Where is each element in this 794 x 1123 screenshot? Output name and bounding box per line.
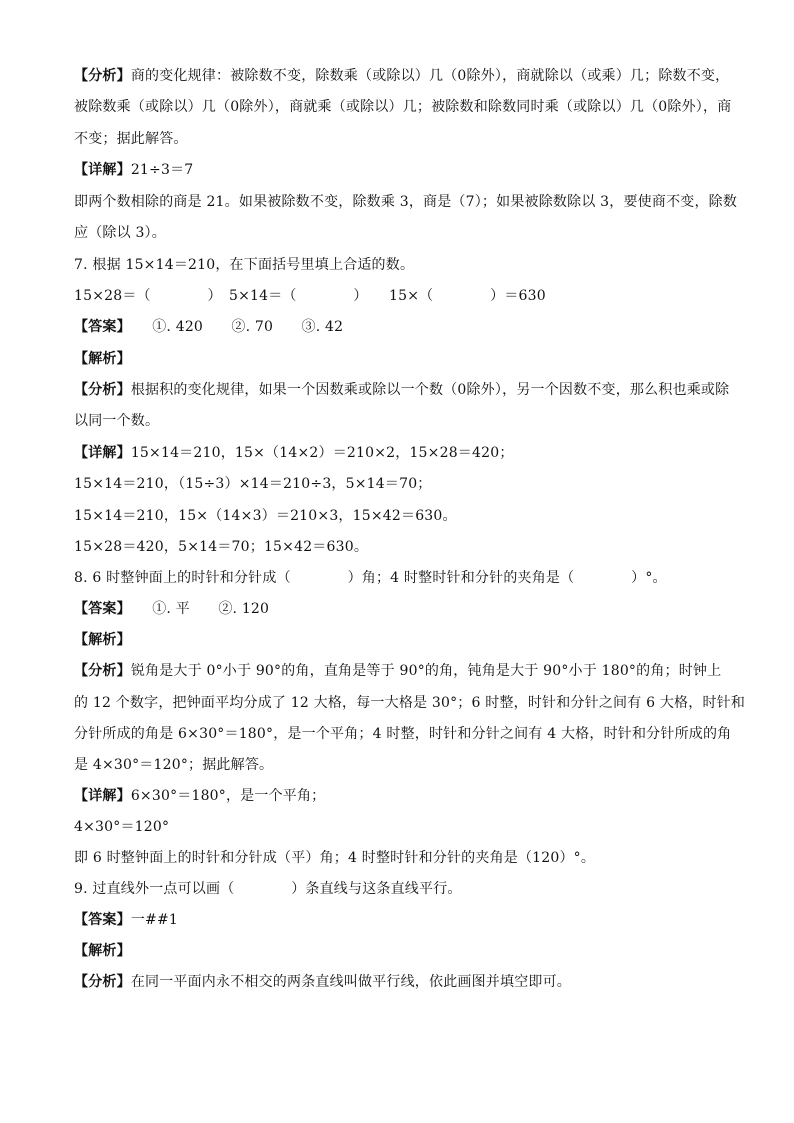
text-line: [74, 412, 159, 430]
line-text: 不变；据此解答。: [74, 131, 188, 147]
line-text: 15×28＝（ ） 5×14＝（ ） 15×（ ）＝630: [74, 288, 546, 304]
text-line: [74, 507, 457, 525]
section-tag: 【详解】: [74, 788, 131, 804]
text-line: [74, 787, 325, 805]
text-line: [74, 381, 729, 399]
line-text: 分针所成的角是 6×30°＝180°，是一个平角；4 时整，时针和分针之间有 4 大格，时针和分针所成的角: [74, 726, 732, 742]
section-tag: 【解析】: [74, 351, 131, 367]
section-tag: 【答案】: [74, 601, 124, 617]
line-text: 15×14＝210，（15÷3）×14＝210÷3，5×14＝70；: [74, 476, 432, 492]
text-line: [74, 725, 731, 743]
text-line: [74, 161, 193, 179]
text-line: [74, 942, 131, 960]
question-9: [74, 880, 462, 898]
text-line: [74, 350, 131, 368]
section-tag: 【详解】: [74, 162, 131, 178]
section-tag: 【分析】: [74, 974, 131, 990]
answer-line: [74, 318, 343, 336]
line-text: 21÷3＝7: [130, 162, 194, 178]
line-text: 6×30°＝180°，是一个平角；: [130, 788, 326, 804]
line-text: 15×14＝210，15×（14×3）＝210×3，15×42＝630。: [74, 508, 457, 524]
section-tag: 【分析】: [74, 68, 131, 84]
section-tag: 【答案】: [74, 319, 124, 335]
line-text: 应（除以 3）。: [74, 225, 166, 241]
line-text: 一##1: [130, 912, 178, 928]
line-text: 是 4×30°＝120°；据此解答。: [74, 757, 274, 773]
line-text: 即两个数相除的商是 21。如果被除数不变，除数乘 3，商是（7）；如果被除数除以 3，要使商不变，除数: [74, 194, 738, 210]
answer-line: [74, 911, 178, 929]
question-8: [74, 569, 667, 587]
question-7: [74, 256, 414, 274]
line-text: 9. 过直线外一点可以画（ ）条直线与这条直线平行。: [74, 881, 462, 897]
text-line: [74, 756, 273, 774]
text-line: [74, 98, 731, 116]
line-text: ①. 420 ②. 70 ③. 42: [123, 319, 344, 335]
line-text: 15×14＝210，15×（14×2）＝210×2，15×28＝420；: [130, 445, 514, 461]
section-tag: 【解析】: [74, 632, 131, 648]
line-text: 以同一个数。: [74, 413, 160, 429]
section-tag: 【分析】: [74, 663, 131, 679]
section-tag: 【分析】: [74, 382, 131, 398]
section-tag: 【详解】: [74, 445, 131, 461]
text-line: [74, 538, 368, 556]
answer-line: [74, 600, 269, 618]
text-line: [74, 694, 745, 712]
line-text: 的 12 个数字，把钟面平均分成了 12 大格，每一大格是 30°；6 时整，时针和分针之间有 6 大格，时针和: [74, 695, 746, 711]
text-line: [74, 444, 514, 462]
line-text: 被除数乘（或除以）几（0除外），商就乘（或除以）几；被除数和除数同时乘（或除以）几（0除外），商: [74, 99, 732, 115]
text-line: [74, 130, 188, 148]
text-line: [74, 849, 595, 867]
text-line: [74, 662, 721, 680]
section-tag: 【答案】: [74, 912, 131, 928]
question-7-blanks: [74, 287, 546, 305]
line-text: ①. 平 ②. 120: [123, 601, 270, 617]
line-text: 即 6 时整钟面上的时针和分针成（平）角；4 时整时针和分针的夹角是（120）°。: [74, 850, 596, 866]
section-tag: 【解析】: [74, 943, 131, 959]
line-text: 根据积的变化规律，如果一个因数乘或除以一个数（0除外），另一个因数不变，那么积也乘或除: [130, 382, 730, 398]
text-line: [74, 631, 131, 649]
text-line: [74, 475, 432, 493]
line-text: 4×30°＝120°: [74, 819, 170, 835]
line-text: 商的变化规律：被除数不变，除数乘（或除以）几（0除外），商就除以（或乘）几；除数不变，: [130, 68, 730, 84]
text-line: [74, 818, 169, 836]
line-text: 在同一平面内永不相交的两条直线叫做平行线，依此画图并填空即可。: [130, 974, 572, 990]
line-text: 锐角是大于 0°小于 90°的角，直角是等于 90°的角，钝角是大于 90°小于 180°的角；时钟上: [130, 663, 722, 679]
text-line: [74, 973, 571, 991]
text-line: [74, 193, 737, 211]
line-text: 7. 根据 15×14＝210，在下面括号里填上合适的数。: [74, 257, 415, 273]
text-line: [74, 67, 729, 85]
line-text: 15×28＝420，5×14＝70；15×42＝630。: [74, 539, 369, 555]
line-text: 8. 6 时整钟面上的时针和分针成（ ）角；4 时整时针和分针的夹角是（ ）°。: [74, 570, 667, 586]
text-line: [74, 224, 166, 242]
